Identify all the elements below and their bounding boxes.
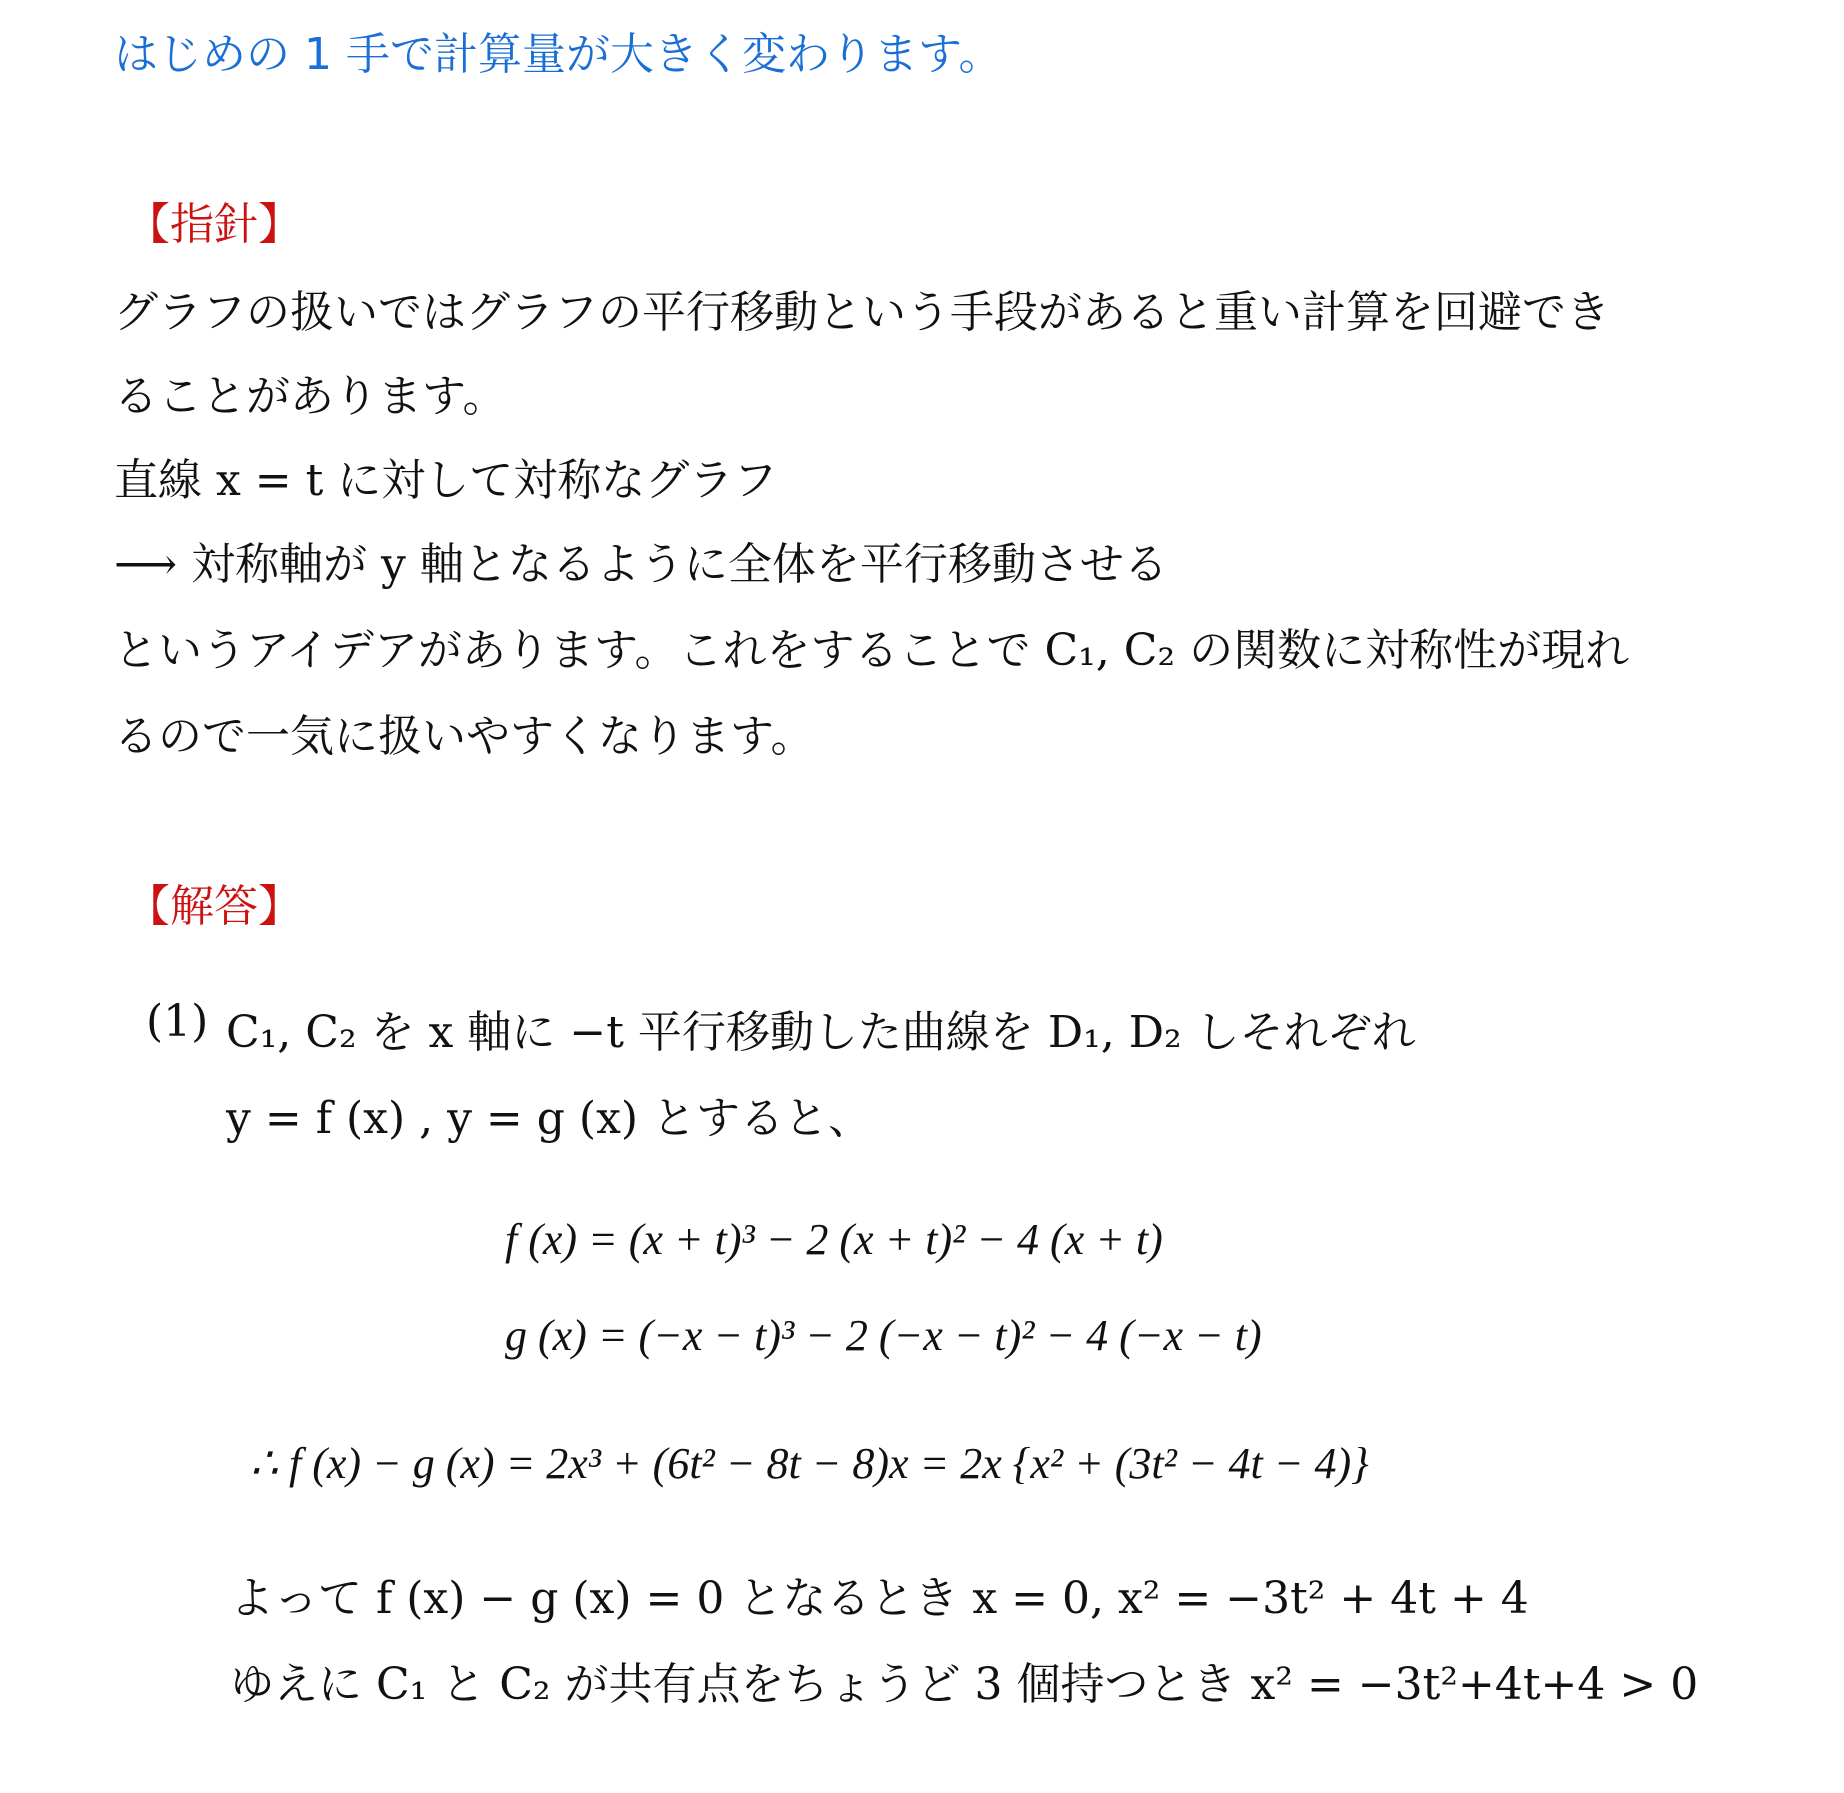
hint-line-5: というアイデアがあります。これをすることで C₁, C₂ の関数に対称性が現れ: [114, 625, 1630, 676]
hint-line-3: 直線 x = t に対して対称なグラフ: [114, 455, 778, 506]
hint-line-4: ⟶ 対称軸が y 軸となるように全体を平行移動させる: [114, 539, 1168, 590]
equation-difference: ∴ f (x) − g (x) = 2x³ + (6t² − 8t − 8)x = 2x {x² + (3t² − 4t − 4)}: [250, 1439, 1369, 1488]
hint-line-1: グラフの扱いではグラフの平行移動という手段があると重い計算を回避でき: [114, 287, 1610, 338]
hint-line-2: ることがあります。: [114, 371, 507, 422]
solution-heading: 【解答】: [126, 881, 302, 932]
solution-line-4: ゆえに C₁ と C₂ が共有点をちょうど 3 個持つとき x² = −3t²+4t+4 > 0: [230, 1659, 1699, 1710]
part-label: (1): [146, 996, 209, 1047]
hint-heading: 【指針】: [126, 199, 302, 250]
equation-g: g (x) = (−x − t)³ − 2 (−x − t)² − 4 (−x − t): [505, 1311, 1262, 1360]
solution-line-3: よって f (x) − g (x) = 0 となるとき x = 0, x² = −3t² + 4t + 4: [230, 1573, 1529, 1624]
equation-f: f (x) = (x + t)³ − 2 (x + t)² − 4 (x + t): [505, 1215, 1163, 1264]
hint-line-6: るので一気に扱いやすくなります。: [114, 711, 815, 762]
intro-text: はじめの 1 手で計算量が大きく変わります。: [114, 29, 1003, 80]
solution-line-1: C₁, C₂ を x 軸に −t 平行移動した曲線を D₁, D₂ しそれぞれ: [226, 1007, 1416, 1058]
solution-line-2: y = f (x) , y = g (x) とすると、: [226, 1093, 873, 1144]
